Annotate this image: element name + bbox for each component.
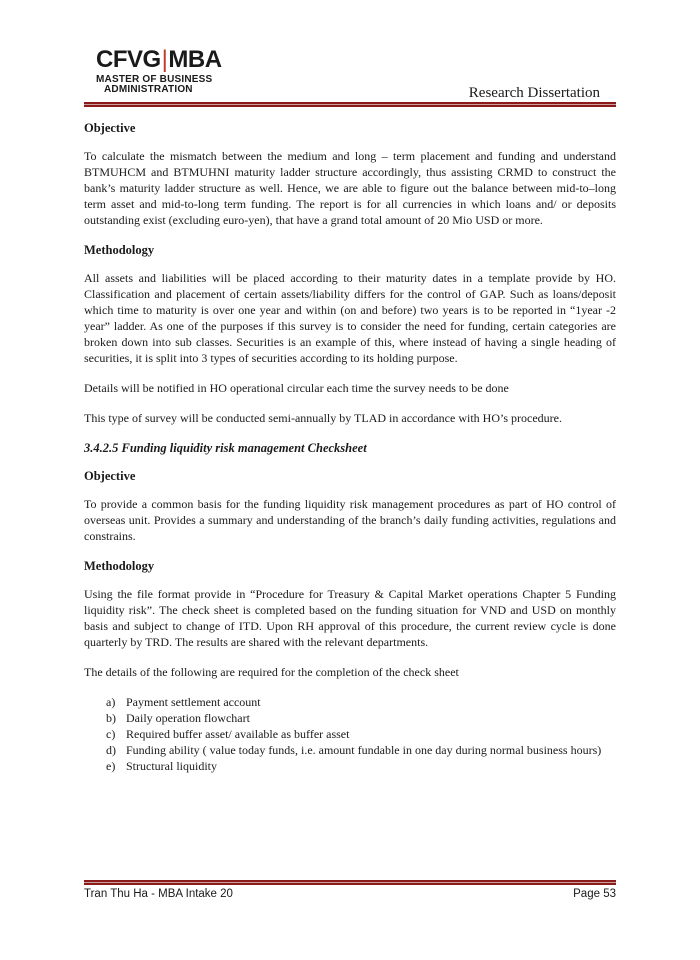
list-marker: d) [106, 743, 116, 757]
objective-heading-2: Objective [84, 469, 136, 483]
logo-subtitle-line2: ADMINISTRATION [104, 84, 193, 95]
methodology-paragraph-1: All assets and liabilities will be placed according to their maturity dates in a template provide by HO. Classification and placement of certain assets/liability differs for the control of GAP. Such as loans/deposit which time to maturity is over one year and within (on and before) two years is to be reported in “1year -2 year” ladder. As one of the purposes if this survey is to consider the need for funding, certain categories are broken down into sub classes. Securities is an example of this, where instead of having a single heading of securities, it is split into 3 types of securities according to its holding purpose. [84, 271, 616, 365]
list-item-text: Daily operation flowchart [126, 711, 250, 725]
logo-brand-cfvg: CFVG [96, 46, 161, 73]
methodology-heading: Methodology [84, 243, 155, 257]
footer-rule [84, 880, 616, 885]
list-item-text: Structural liquidity [126, 759, 217, 773]
objective-paragraph: To calculate the mismatch between the medium and long – term placement and funding and understand BTMUHCM and BTMUHNI maturity ladder structure accordingly, thus assisting CRMD to construct the bank’s maturity ladder structure as well. Hence, we are able to figure out the balance between mid-to–long term asset and mid-to-long term funding. The report is for all currencies in which loans and/ or deposits outstanding exist (excluding euro-yen), that have a grand total amount of 20 Mio USD or more. [84, 149, 616, 227]
logo-separator: | [161, 46, 168, 73]
list-item [106, 742, 616, 758]
list-item [106, 726, 616, 742]
section-heading-3-4-2-5: 3.4.2.5 Funding liquidity risk management Checksheet [84, 441, 367, 455]
checksheet-requirements-list [84, 694, 616, 774]
methodology-paragraph-3: This type of survey will be conducted semi-annually by TLAD in accordance with HO’s procedure. [84, 411, 562, 425]
logo-subtitle-line1: MASTER OF BUSINESS [96, 74, 213, 85]
cfvg-mba-logo [96, 48, 222, 95]
footer-page-number: Page 53 [573, 888, 616, 900]
logo-subtitle [96, 75, 222, 95]
footer-author: Tran Thu Ha - MBA Intake 20 [84, 888, 233, 900]
list-item [106, 710, 616, 726]
methodology-2-paragraph-1: Using the file format provide in “Procedure for Treasury & Capital Market operations Chapter 5 Funding liquidity risk”. The check sheet is completed based on the funding situation for VND and USD on monthly basis and subject to change of ITD. Upon RH approval of this procedure, the current review cycle is done quarterly by TRD. The results are shared with the relevant departments. [84, 587, 616, 649]
logo-brand-mba: MBA [168, 46, 222, 73]
logo-wordmark [96, 48, 222, 72]
list-item-text: Required buffer asset/ available as buffer asset [126, 727, 350, 741]
methodology-2-paragraph-2: The details of the following are required for the completion of the check sheet [84, 665, 459, 679]
objective-paragraph-2: To provide a common basis for the funding liquidity risk management procedures as part of HO control of overseas unit. Provides a summary and understanding of the branch’s daily funding activities, regulations and constrains. [84, 497, 616, 543]
header-rule [84, 102, 616, 107]
list-marker: c) [106, 727, 116, 741]
list-item-text: Payment settlement account [126, 695, 261, 709]
list-marker: e) [106, 759, 116, 773]
methodology-heading-2: Methodology [84, 559, 155, 573]
header-title: Research Dissertation [468, 85, 600, 101]
methodology-paragraph-2: Details will be notified in HO operational circular each time the survey needs to be done [84, 381, 509, 395]
list-marker: b) [106, 711, 116, 725]
objective-heading: Objective [84, 121, 136, 135]
page-content [84, 120, 616, 774]
list-item [106, 758, 616, 774]
list-marker: a) [106, 695, 116, 709]
list-item-text: Funding ability ( value today funds, i.e. amount fundable in one day during normal business hours) [126, 743, 602, 757]
list-item [106, 694, 616, 710]
